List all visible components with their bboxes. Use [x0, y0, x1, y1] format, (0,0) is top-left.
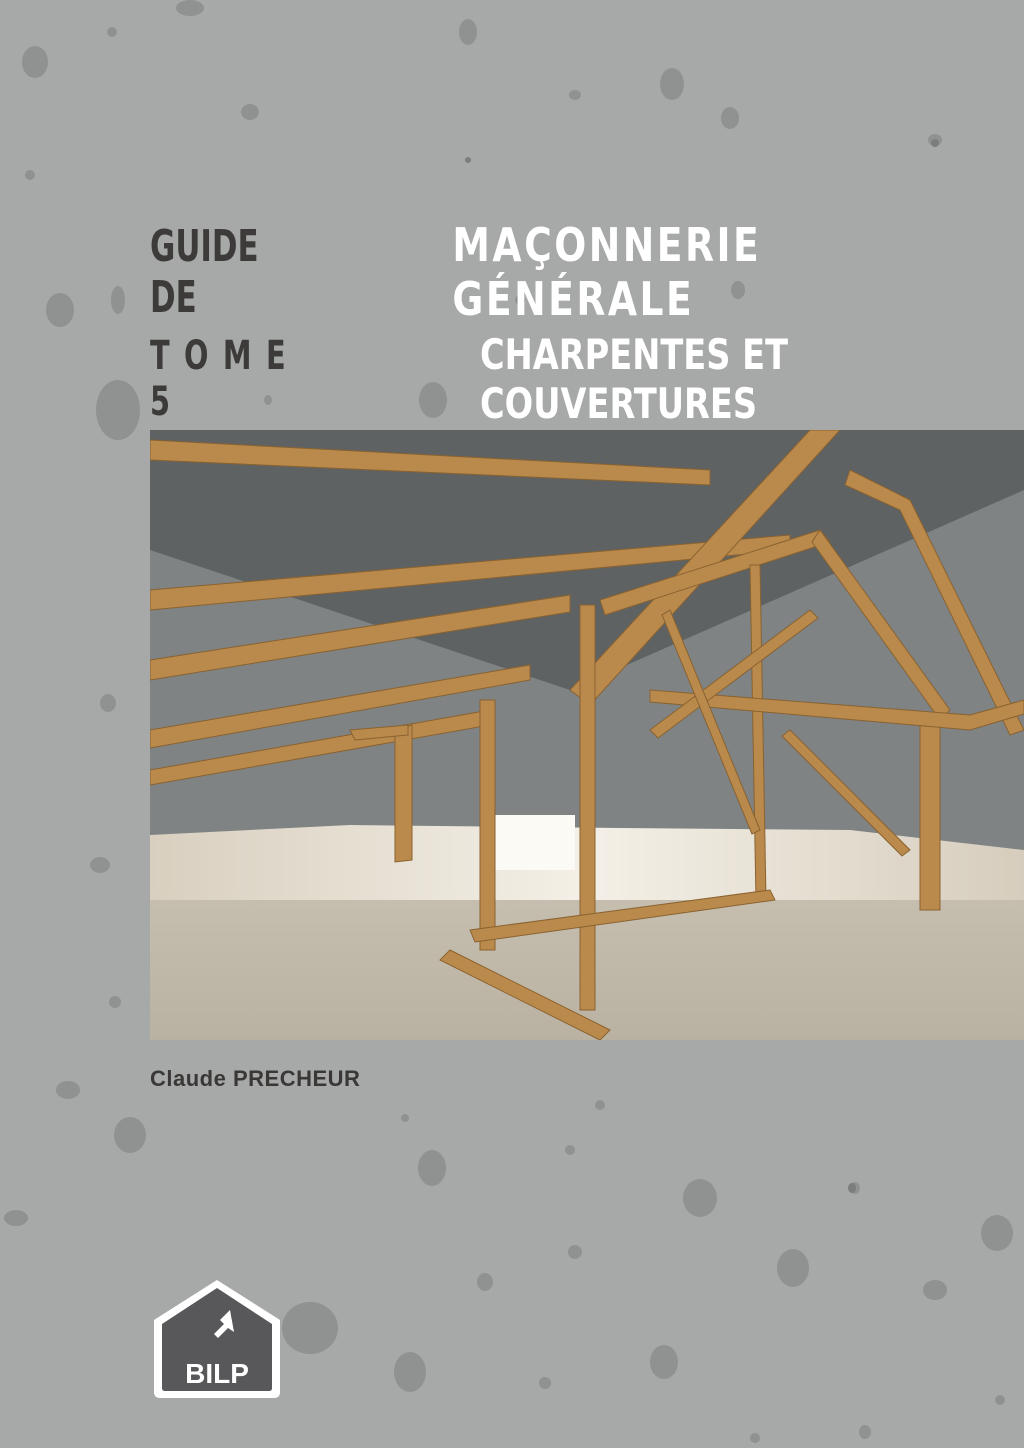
logo-text: BILP — [185, 1358, 249, 1389]
series-prefix: GUIDE DE — [150, 221, 259, 323]
title-row-volume — [150, 330, 960, 428]
attic-roof-truss-photo — [150, 430, 1024, 1040]
title-row-series — [150, 218, 960, 326]
bilp-logo — [150, 1276, 284, 1402]
volume-title: CHARPENTES ET COUVERTURES — [480, 330, 789, 428]
volume-label: TOME 5 — [150, 333, 301, 425]
series-title: MAÇONNERIE GÉNÉRALE — [452, 218, 762, 326]
author-name: Claude PRECHEUR — [150, 1066, 361, 1091]
